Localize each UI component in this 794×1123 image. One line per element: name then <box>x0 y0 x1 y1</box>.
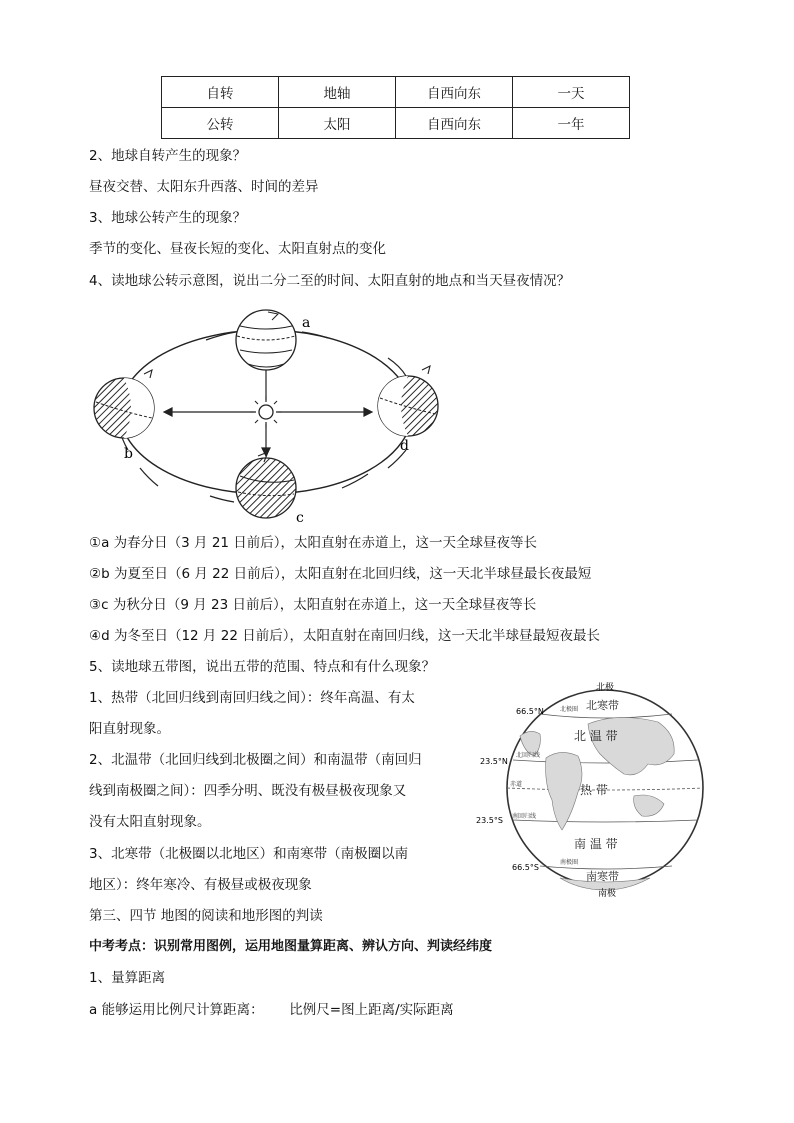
five-zones-map <box>468 678 718 898</box>
earth-c <box>236 452 304 526</box>
zone-south-frigid: 南寒带 <box>586 870 619 883</box>
table-cell: 公转 <box>162 108 279 139</box>
south-pole-label: 南极 <box>598 889 617 898</box>
q5-line-1: 1、热带（北回归线到南回归线之间）：终年高温、有太 <box>89 690 415 706</box>
table-cell: 自西向东 <box>396 77 513 108</box>
lat-66-5n: 66.5°N <box>516 707 544 716</box>
exam-point: 中考考点：识别常用图例，运用地图量算距离、辨认方向、判读经纬度 <box>89 939 493 954</box>
q4-answer-3: ③c 为秋分日（9 月 23 日前后），太阳直射在赤道上，这一天全球昼夜等长 <box>89 597 537 613</box>
q5-line-5: 没有太阳直射现象。 <box>89 814 211 830</box>
table-row <box>162 77 630 108</box>
label-a: a <box>302 315 311 331</box>
table-row <box>162 108 630 139</box>
q2-answer: 昼夜交替、太阳东升西落、时间的差异 <box>89 179 319 195</box>
section-title: 第三、四节 地图的阅读和地形图的判读 <box>89 908 323 924</box>
north-pole-label: 北极 <box>596 683 615 693</box>
q4-answer-2: ②b 为夏至日（6 月 22 日前后），太阳直射在北回归线，这一天北半球昼最长夜最短 <box>89 566 592 582</box>
antarctic-circle-label: 南极圈 <box>560 859 579 866</box>
q4-answer-4: ④d 为冬至日（12 月 22 日前后），太阳直射在南回归线，这一天北半球昼最短夜最长 <box>89 628 600 644</box>
table-cell: 地轴 <box>279 77 396 108</box>
zone-north-frigid: 北寒带 <box>586 699 619 712</box>
earth-d <box>378 366 438 454</box>
item-1a: a 能够运用比例尺计算距离： 比例尺=图上距离/实际距离 <box>89 1002 454 1018</box>
q5-line-3: 2、北温带（北回归线到北极圈之间）和南温带（南回归 <box>89 752 422 768</box>
earth-orbit-diagram <box>88 300 448 530</box>
q5-line-4: 线到南极圈之间）：四季分明、既没有极昼极夜现象又 <box>89 783 407 799</box>
q5-line-2: 阳直射现象。 <box>89 721 170 737</box>
lat-23-5s: 23.5°S <box>476 816 503 825</box>
earth-b <box>94 370 154 462</box>
item-1: 1、量算距离 <box>89 970 166 986</box>
q5-question: 5、读地球五带图，说出五带的范围、特点和有什么现象？ <box>89 659 436 675</box>
earth-a <box>236 310 310 370</box>
q4-question: 4、读地球公转示意图，说出二分二至的时间、太阳直射的地点和当天昼夜情况？ <box>89 273 571 289</box>
tropic-cancer-label: 北回归线 <box>516 752 541 759</box>
label-d: d <box>400 438 409 454</box>
equator-label: 赤道 <box>510 781 523 788</box>
zone-south-temperate: 南 温 带 <box>574 837 618 851</box>
label-c: c <box>296 510 304 526</box>
table-cell: 自转 <box>162 77 279 108</box>
q4-answer-1: ①a 为春分日（3 月 21 日前后），太阳直射在赤道上，这一天全球昼夜等长 <box>89 535 538 551</box>
q2-question: 2、地球自转产生的现象？ <box>89 148 247 164</box>
label-b: b <box>124 446 133 462</box>
table-cell: 太阳 <box>279 108 396 139</box>
table-cell: 一天 <box>513 77 630 108</box>
table-cell: 一年 <box>513 108 630 139</box>
zone-torrid: 热 带 <box>580 783 608 797</box>
q5-line-7: 地区）：终年寒冷、有极昼或极夜现象 <box>89 877 312 893</box>
q3-question: 3、地球公转产生的现象？ <box>89 210 247 226</box>
table-cell: 自西向东 <box>396 108 513 139</box>
q3-answer: 季节的变化、昼夜长短的变化、太阳直射点的变化 <box>89 241 386 257</box>
tropic-capricorn-label: 南回归线 <box>512 813 537 820</box>
lat-66-5s: 66.5°S <box>512 863 539 872</box>
zone-north-temperate: 北 温 带 <box>574 729 618 743</box>
arctic-circle-label: 北极圈 <box>560 706 579 713</box>
q5-line-6: 3、北寒带（北极圈以北地区）和南寒带（南极圈以南 <box>89 846 409 862</box>
rotation-revolution-table <box>161 76 630 139</box>
lat-23-5n: 23.5°N <box>480 757 508 766</box>
